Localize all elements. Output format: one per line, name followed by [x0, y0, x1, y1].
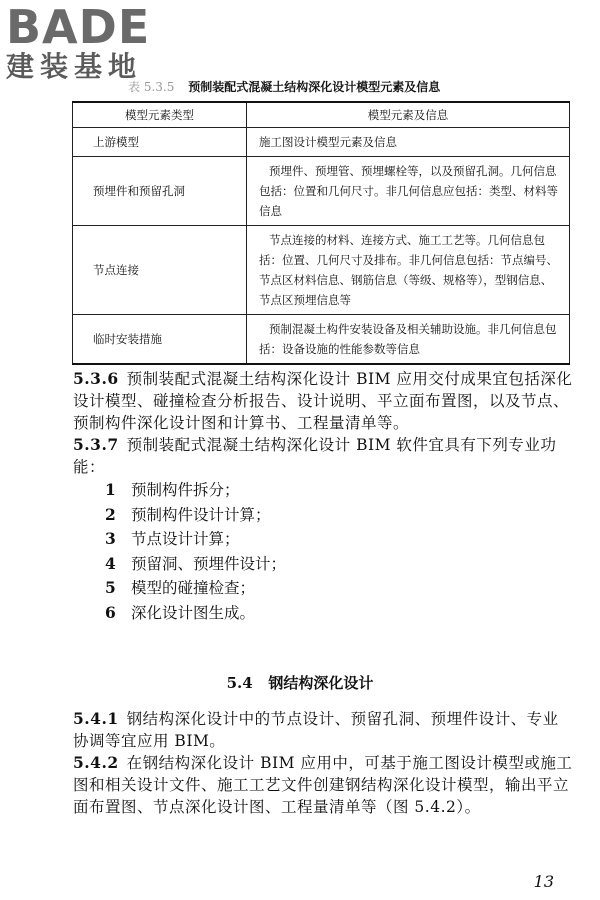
header-element-info: 模型元素及信息	[247, 102, 570, 128]
row-type: 预埋件和预留孔洞	[73, 157, 247, 226]
table-row	[73, 157, 570, 226]
table-caption	[128, 80, 440, 94]
clause-text: 预制装配式混凝土结构深化设计 BIM 应用交付成果宜包括深化设计模型、碰撞检查分析报告、设计说明、平立面布置图，以及节点、预制构件深化设计图和计算书、工程量清单等。	[73, 370, 573, 432]
table-number: 表 5.3.5	[128, 80, 175, 94]
logo-subtitle: 建装基地	[6, 50, 143, 83]
logo-wordmark: BADE	[6, 0, 151, 54]
table-row	[73, 315, 570, 365]
section-number: 5.4	[226, 674, 253, 692]
model-elements-table	[72, 101, 570, 365]
clause-5-3-7	[73, 434, 573, 478]
table-row	[73, 226, 570, 315]
row-type: 上游模型	[73, 128, 247, 157]
list-item: 3 节点设计计算；	[105, 529, 240, 548]
list-item: 1 预制构件拆分；	[105, 480, 240, 499]
section-heading-5-4	[0, 672, 600, 693]
clauses-5-3	[73, 368, 573, 625]
clause-number: 5.3.7	[73, 435, 119, 454]
table-header-row	[73, 102, 570, 128]
clause-number: 5.4.1	[73, 709, 119, 728]
clause-number: 5.3.6	[73, 369, 119, 388]
clause-5-3-6	[73, 368, 573, 434]
section-title: 钢结构深化设计	[268, 674, 374, 692]
watermark-logo	[6, 0, 181, 88]
clause-number: 5.4.2	[73, 753, 119, 772]
page-number: 13	[533, 872, 554, 891]
list-item: 5 模型的碰撞检查；	[105, 578, 256, 597]
function-list	[73, 478, 573, 625]
clause-text: 钢结构深化设计中的节点设计、预留孔洞、预埋件设计、专业协调等宜应用 BIM。	[73, 710, 559, 750]
clause-5-4-1	[73, 708, 573, 752]
header-element-type: 模型元素类型	[73, 102, 247, 128]
clause-5-4-2	[73, 752, 573, 818]
table-row	[73, 128, 570, 157]
row-type: 临时安装措施	[73, 315, 247, 365]
list-item: 6 深化设计图生成。	[105, 602, 256, 622]
row-type: 节点连接	[73, 226, 247, 315]
clauses-5-4	[73, 708, 573, 818]
clause-text: 在钢结构深化设计 BIM 应用中，可基于施工图设计模型或施工图和相关设计文件、施工工艺文件创建钢结构深化设计模型，输出平立面布置图、节点深化设计图、工程量清单等（图 5.4.2）。	[73, 754, 573, 816]
row-info: 施工图设计模型元素及信息	[247, 128, 570, 157]
list-item: 4 预留洞、预埋件设计；	[105, 553, 287, 573]
row-info: 预埋件、预埋管、预埋螺栓等，以及预留孔洞。几何信息包括：位置和几何尺寸。非几何信息应包括：类型、材料等信息	[247, 157, 570, 226]
clause-text: 预制装配式混凝土结构深化设计 BIM 软件宜具有下列专业功能：	[73, 436, 557, 476]
table-title: 预制装配式混凝土结构深化设计模型元素及信息	[188, 80, 441, 94]
row-info: 节点连接的材料、连接方式、施工工艺等。几何信息包括：位置、几何尺寸及排布。非几何信息包括：节点编号、节点区材料信息、钢筋信息（等级、规格等），型钢信息、节点区预埋信息等	[247, 226, 570, 315]
list-item: 2 预制构件设计计算；	[105, 504, 271, 524]
row-info: 预制混凝土构件安装设备及相关辅助设施。非几何信息包括：设备设施的性能参数等信息	[247, 315, 570, 365]
